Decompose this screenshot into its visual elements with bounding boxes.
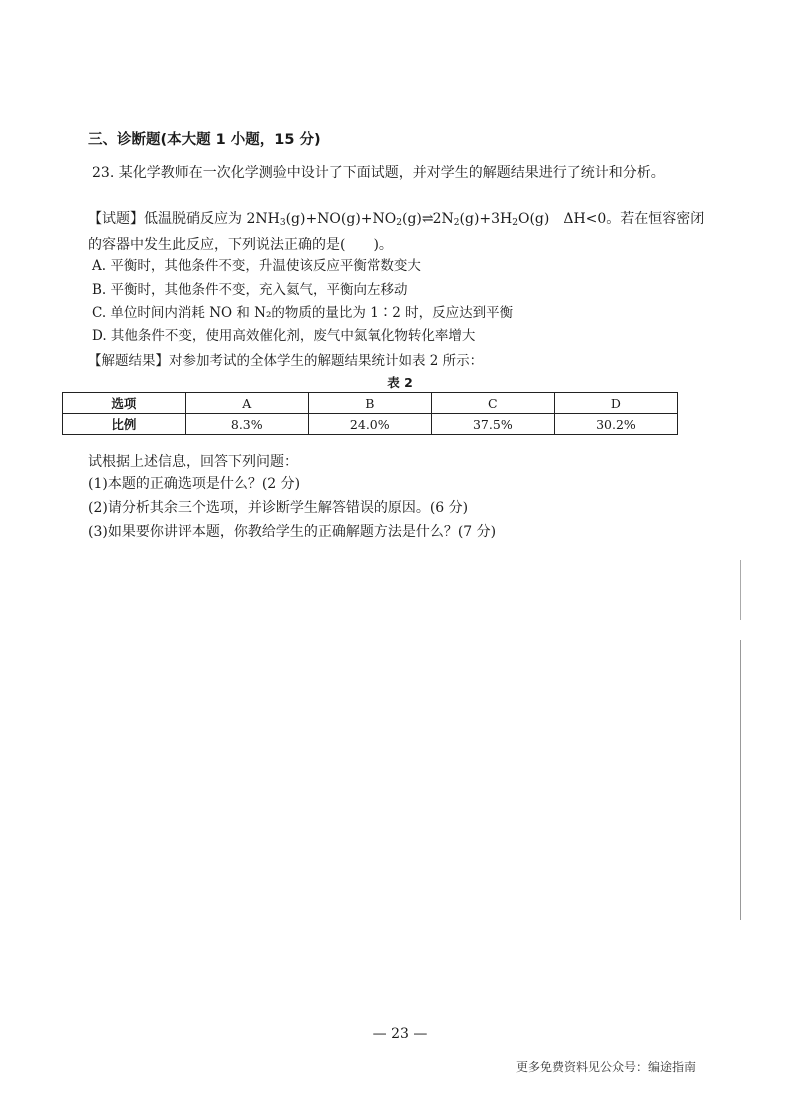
- table-header-cell: A: [185, 393, 308, 414]
- trial-label: 【试题】: [88, 211, 144, 227]
- trial-text-2: (g)+NO(g)+NO: [285, 211, 397, 227]
- scan-artifact-line: [740, 560, 741, 620]
- table-cell: 37.5%: [431, 414, 554, 435]
- option-d: D. 其他条件不变，使用高效催化剂，废气中氮氧化物转化率增大: [92, 328, 476, 344]
- follow-intro: 试根据上述信息，回答下列问题：: [88, 454, 298, 470]
- table-caption: 表 2: [387, 375, 413, 390]
- table-header-cell: B: [308, 393, 431, 414]
- table-header-cell: 选项: [63, 393, 186, 414]
- sub-question-2: (2)请分析其余三个选项，并诊断学生解答错误的原因。(6 分): [88, 500, 469, 516]
- table-row: [63, 414, 678, 435]
- question-intro: 23. 某化学教师在一次化学测验中设计了下面试题，并对学生的解题结果进行了统计和分析。: [92, 165, 665, 181]
- result-text: 【解题结果】对参加考试的全体学生的解题结果统计如表 2 所示：: [88, 353, 484, 369]
- trial-text-5: (g)+3H: [459, 211, 513, 227]
- table-cell: 比例: [63, 414, 186, 435]
- trial-text-3: (g): [401, 211, 422, 227]
- table-cell: 24.0%: [308, 414, 431, 435]
- sub-question-1: (1)本题的正确选项是什么？(2 分): [88, 476, 301, 492]
- table-header-row: [63, 393, 678, 414]
- trial-text-6: O(g) ΔH<0。若在恒容密闭的容器中发生此反应，下列说法正确的是( )。: [88, 211, 705, 253]
- table-header-cell: C: [431, 393, 554, 414]
- equilibrium-arrow-icon: ⇌: [421, 211, 433, 227]
- footer-note: 更多免费资料见公众号：编途指南: [515, 1060, 696, 1074]
- table-cell: 8.3%: [185, 414, 308, 435]
- trial-text-4: 2N: [432, 211, 454, 227]
- table-cell: 30.2%: [554, 414, 677, 435]
- trial-sub-3: 2: [453, 218, 460, 228]
- sub-question-3: (3)如果要你讲评本题，你教给学生的正确解题方法是什么？(7 分): [88, 524, 497, 540]
- trial-question: [88, 208, 708, 256]
- trial-text-1: 低温脱硝反应为 2NH: [144, 211, 280, 227]
- trial-sub-4: 2: [512, 218, 518, 228]
- table-header-cell: D: [554, 393, 677, 414]
- result-table: [62, 392, 678, 435]
- option-a: A. 平衡时，其他条件不变，升温使该反应平衡常数变大: [92, 258, 421, 274]
- trial-sub-2: 2: [396, 218, 402, 228]
- option-b: B. 平衡时，其他条件不变，充入氦气，平衡向左移动: [92, 282, 408, 298]
- section-title: 三、诊断题(本大题 1 小题，15 分): [88, 132, 321, 148]
- trial-sub-1: 3: [279, 218, 286, 228]
- page-number: — 23 —: [372, 1026, 428, 1042]
- scan-artifact-line: [740, 640, 741, 920]
- option-c: C. 单位时间内消耗 NO 和 N₂的物质的量比为 1∶2 时，反应达到平衡: [92, 305, 514, 321]
